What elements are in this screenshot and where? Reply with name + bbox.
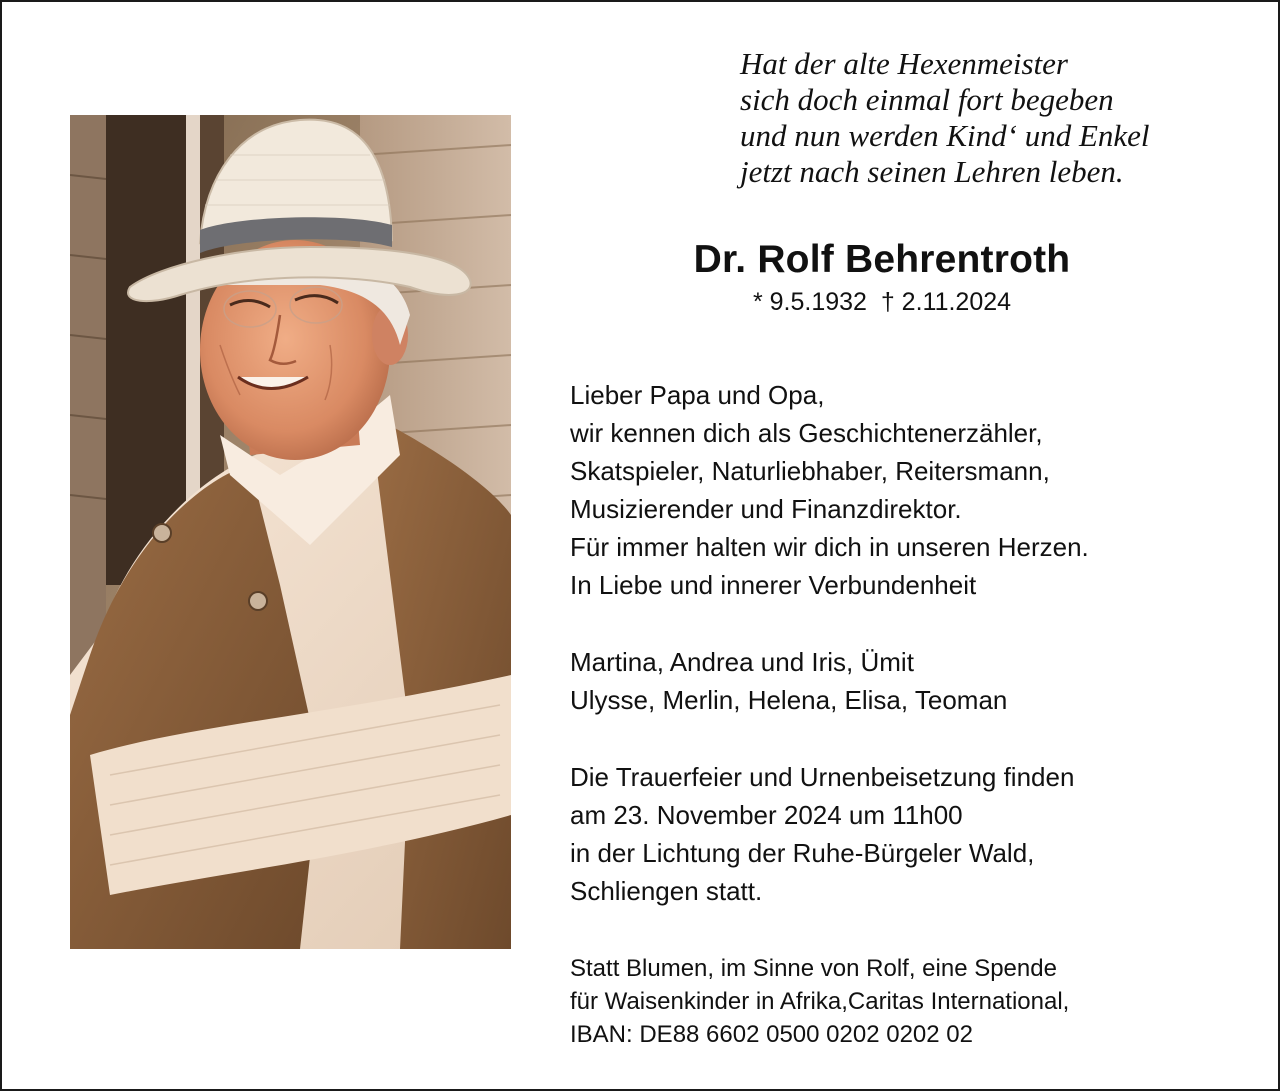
ceremony-line: Schliengen statt. — [570, 876, 763, 906]
donation-request — [570, 952, 1069, 1051]
ceremony-line: am 23. November 2024 um 11h00 — [570, 800, 963, 830]
donation-line: für Waisenkinder in Afrika,Caritas International, — [570, 988, 1070, 1015]
quote-line: sich doch einmal fort begeben — [740, 82, 1114, 117]
mourners-list — [570, 643, 1007, 719]
donation-line: Statt Blumen, im Sinne von Rolf, eine Spende — [570, 955, 1057, 982]
mourners-line: Martina, Andrea und Iris, Ümit — [570, 647, 914, 677]
message-line: Skatspieler, Naturliebhaber, Reitersmann, — [570, 456, 1050, 486]
mourners-line: Ulysse, Merlin, Helena, Elisa, Teoman — [570, 685, 1008, 715]
deceased-name: Dr. Rolf Behrentroth — [693, 238, 1071, 281]
farewell-message — [570, 376, 1089, 604]
ceremony-details — [570, 758, 1074, 910]
life-dates: * 9.5.1932 † 2.11.2024 — [752, 288, 1012, 316]
quote-verse — [740, 46, 1150, 190]
ceremony-line: in der Lichtung der Ruhe-Bürgeler Wald, — [570, 838, 1035, 868]
message-line: wir kennen dich als Geschichtenerzähler, — [570, 418, 1043, 448]
message-line: In Liebe und innerer Verbundenheit — [570, 570, 977, 600]
quote-line: jetzt nach seinen Lehren leben. — [740, 154, 1124, 189]
message-line: Für immer halten wir dich in unseren Herzen. — [570, 532, 1089, 562]
donation-iban: IBAN: DE88 6602 0500 0202 0202 02 — [570, 1021, 973, 1048]
quote-line: und nun werden Kind‘ und Enkel — [740, 118, 1150, 153]
message-line: Lieber Papa und Opa, — [570, 380, 825, 410]
portrait-photo — [70, 115, 511, 949]
quote-line: Hat der alte Hexenmeister — [740, 46, 1068, 81]
message-line: Musizierender und Finanzdirektor. — [570, 494, 962, 524]
ceremony-line: Die Trauerfeier und Urnenbeisetzung finden — [570, 762, 1075, 792]
